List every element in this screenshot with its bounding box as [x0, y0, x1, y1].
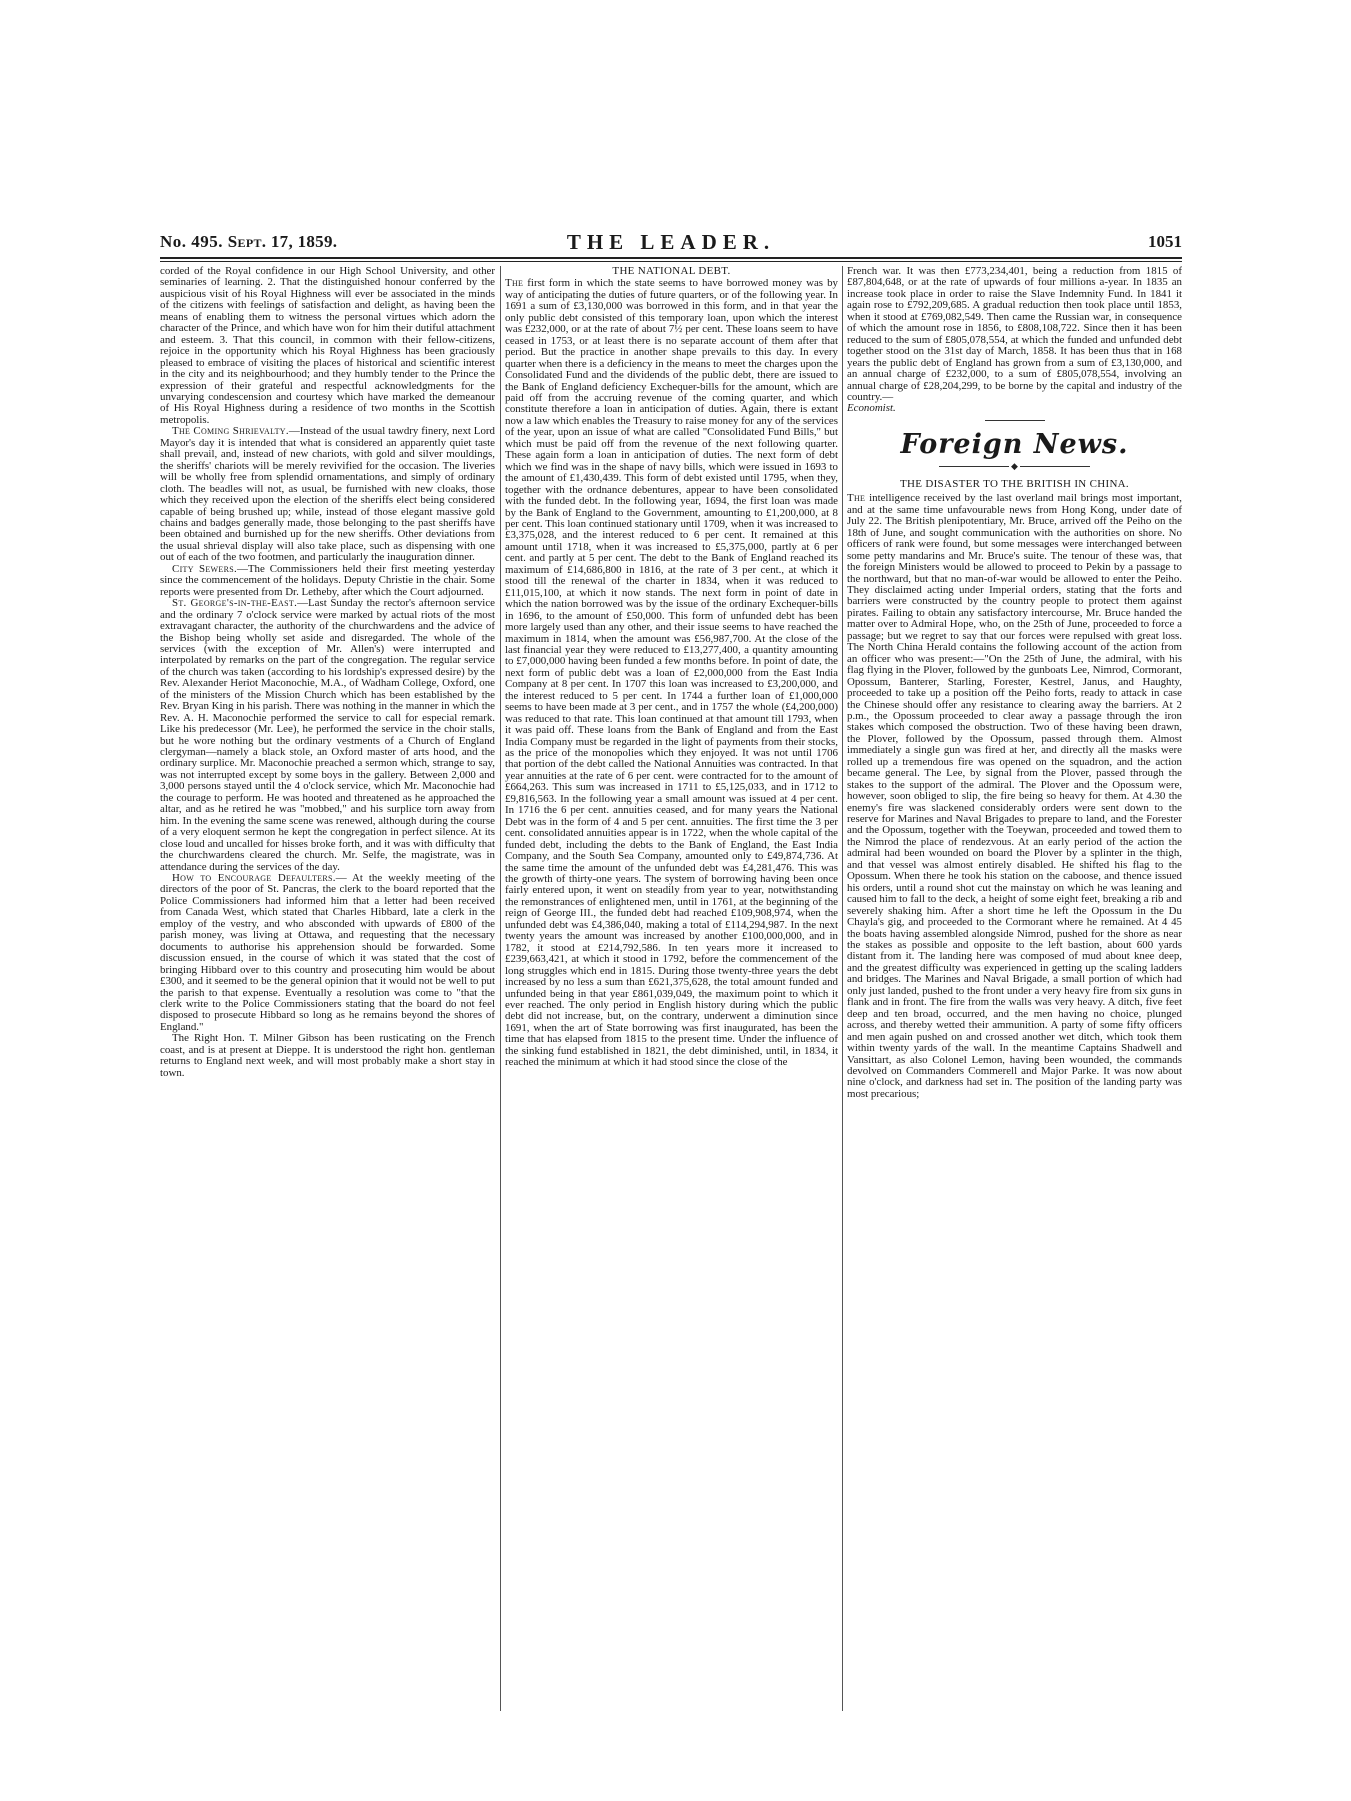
paragraph-body: —The Commissioners held their first meeting yesterday since the commencement of the holidays. Deputy Christie in the chair. Some reports were presented from Dr. Letheby, after which the Court adjourned.: [160, 562, 495, 598]
article-paragraph: [847, 493, 1182, 1100]
paragraph-body: intelligence received by the last overland mail brings most important, and at the same time unfavourable news from Hong Kong, under date of July 22. The British plenipotentiary, Mr. Bruce, arrived off the Peiho on the 18th of June, and sought communication with the authorities on shore. No officers of rank were found, but some messages were interchanged between some petty mandarins and Mr. Bruce's suite. The tenour of these was, that the foreign Ministers would be allowed to proceed to Pekin by a passage to the northward, but that no man-of-war would be allowed to enter the Peiho. They disclaimed acting under Imperial orders, stating that the forts and barriers were constructed by the country people to protect them against pirates. Failing to obtain any satisfactory intercourse, Mr. Bruce handed the matter over to Admiral Hope, who, on the 25th of June, proceeded to force a passage; but we regret to say that our forces were repulsed with great loss. The North China Herald contains the following account of the action from an officer who was present:—"On the 25th of June, the admiral, with his flag flying in the Plover, followed by the gunboats Lee, Nimrod, Cormorant, Opossum, Banterer, Starling, Forester, Kestrel, Janus, and Haughty, proceeded to take up a position off the Peiho forts, ready to attack in case the Chinese should offer any resistance to clearing away the barriers. At 2 p.m., the Opossum proceeded to clear away a passage through the iron stakes which composed the obstruction. Two of these having been drawn, the Plover, followed by the Opossum, passed through them. Almost immediately a single gun was fired at her, and directly all the masks were rolled up a tremendous fire was opened on the squadron, and the action became general. The Lee, by signal from the Plover, passed through the stakes to the support of the admiral. The Plover and the Opossum were, however, soon obliged to slip, the fire being so heavy for them. At 4.30 the enemy's fire was slackened considerably orders were sent down to the reserve for Marines and Naval Brigades to prepare to land, and the Forester and the Opossum, together with the Toeywan, proceeded and towed them to the Nimrod the place of rendezvous. At an early period of the action the admiral had been wounded on board the Plover by a splinter in the thigh, and that vessel was almost entirely disabled. He shifted his flag to the Opossum. When there he took his station on the caboose, and thence issued his orders, until a round shot cut the mainstay on which he was leaning and caused him to fall to the deck, a height of some eight feet, breaking a rib and severely shaking him. After a short time he left the Opossum in the Du Chayla's gig, and proceeded to the Cormorant where he remained. At 4 45 the boats having assembled alongside Nimrod, pushed for the shore as near the stakes as possible and opposite to the left bastion, about 600 yards distant from it. The landing here was composed of mud about knee deep, and the greatest difficulty was experienced in getting up the scaling ladders and bridges. The Marines and Naval Brigade, a small portion of which had only just landed, pushed to the front under a very heavy fire from six guns in flank and in front. The fire from the walls was very heavy. A ditch, five feet deep and ten broad, occurred, and the men having no choice, plunged across, and thereby wetted their ammunition. A party of some fifty officers and men again pushed on and crossed another wet ditch, which took them within twenty yards of the wall. In the meantime Captains Shadwell and Vansittart, as also Colonel Lemon, having been wounded, the commands devolved on Commanders Commerell and Major Parke. It was now about nine o'clock, and darkness had set in. The position of the landing party was most precarious;: [847, 492, 1182, 1100]
masthead: [160, 232, 1182, 254]
header-rule: [160, 257, 1182, 259]
article-paragraph: French war. It was then £773,234,401, being a reduction from 1815 of £87,804,648, or at the rate of upwards of four millions a-year. In 1835 an increase took place in order to raise the Slave Indemnity Fund. In 1841 it again rose to £792,209,685. A gradual reduction then took place until 1853, when it stood at £769,082,549. Then came the Russian war, in consequence of which the amount rose in 1856, to £808,108,722. Since then it has been reduced to the sum of £805,078,554, at which the funded and unfunded debt together stood on the 31st day of March, 1858. It has been thus that in 168 years the public debt of England has grown from a sum of £3,130,000, and an annual charge of £232,000, to a sum of £805,078,554, involving an annual charge of £28,204,299, to be borne by the capital and industry of the country.—: [847, 266, 1182, 403]
paragraph-lead: The: [505, 277, 524, 290]
issue-number: No. 495.: [160, 232, 224, 251]
section-divider: [985, 420, 1045, 421]
issue-date: Sept. 17, 1859.: [227, 232, 338, 251]
article-paragraph: The Right Hon. T. Milner Gibson has been rusticating on the French coast, and is at present at Dieppe. It is understood the right hon. gentleman returns to England next week, and will most probably make a short stay in town.: [160, 1032, 495, 1079]
paragraph-lead: The: [847, 492, 866, 505]
column-divider: [842, 266, 843, 1711]
paragraph-body: — At the weekly meeting of the directors of the poor of St. Pancras, the clerk to the board reported that the Police Commissioners had informed him that a letter had been received from Canada West, which stated that Charles Hibbard, late a clerk in the employ of the vestry, and who absconded with upwards of £800 of the parish money, was living at Ottawa, and requesting that the necessary documents to authorise his apprehension should be forwarded. Some discussion ensued, in the course of which it was stated that the cost of bringing Hibbard over to this country and prosecuting him would be about £300, and it seemed to be the general opinion that it would not be well to put the parish to that expense. Eventually a resolution was come to "that the clerk write to the Police Commissioners stating that the board do not feel disposed to prosecute Hibbard so long as he remains beyond the shores of England.": [160, 872, 495, 1033]
newspaper-title: THE LEADER.: [566, 230, 776, 254]
article-heading-china-disaster: THE DISASTER TO THE BRITISH IN CHINA.: [900, 478, 1129, 491]
article-paragraph: [505, 278, 838, 1068]
paragraph-lead: St. George's-in-the-East.: [172, 597, 298, 610]
article-paragraph: corded of the Royal confidence in our High School University, and other seminaries of learning. 2. That the distinguished honour conferred by the auspicious visit of his Royal Highness will ever be associated in the minds of the citizens with feelings of satisfaction and delight, as having been the means of enabling them to witness the personal virtues which adorn the character of the Prince, and which have won for him their dutiful attachment and esteem. 3. That this council, in common with their fellow-citizens, rejoice in the opportunity which his Royal Highness has been graciously pleased to embrace of visiting the places of historical and scientific interest in the city and its neighbourhood; and they humbly tender to the Prince the expression of their grateful and respectful acknowledgments for the unvarying condescension and courtesy which have marked the demeanour of His Royal Highness during a residence of two months in the Scottish metropolis.: [160, 266, 495, 426]
article-paragraph: [160, 598, 495, 873]
section-heading-foreign-news: Foreign News.: [900, 428, 1129, 460]
paragraph-body: —Last Sunday the rector's afternoon service and the ordinary 7 o'clock service were marked by actual riots of the most extravagant character, the authority of the churchwardens and the advice of the Bishop being wholly set aside and disregarded. The whole of the services (with the exception of Mr. Allen's) were interrupted and interpolated by remarks on the part of the congregation. The regular service of the church was taken (according to his lordship's expressed desire) by the Rev. Alexander Heriot Maconochie, M.A., of Wadham College, Oxford, one of the ministers of the Mission Church which has been established by the Rev. Bryan King in his parish. There was nothing in the manner in which the Rev. A. H. Maconochie performed the service to call for especial remark. Like his predecessor (Mr. Lee), he performed the service in the choir stalls, but he wore nothing but the ordinary vestments of a Church of England clergyman—namely a black stole, an Oxford master of arts hood, and the ordinary surplice. Mr. Maconochie preached a sermon which, strange to say, was not interrupted except by some boys in the gallery. Between 2,000 and 3,000 persons stayed until the 4 o'clock service, which Mr. Maconochie had the courage to perform. He was hooted and threatened as he approached the altar, and as he retired he was "mobbed," and his surplice torn away from him. In the evening the same scene was renewed, although during the course of a very eloquent sermon he kept the congregation in perfect silence. At its close loud and uncalled for hisses broke forth, and it was with difficulty that the churchwardens cleared the church. Mr. Selfe, the magistrate, was in attendance during the services of the day.: [160, 597, 495, 873]
paragraph-body: first form in which the state seems to have borrowed money was by way of anticipating the duties of future quarters, or of the following year. In 1691 a sum of £3,130,000 was borrowed in this form, and in that year the only public debt consisted of this temporary loan, upon which the interest was £232,000, or at the rate of about 7½ per cent. These loans seem to have ceased in 1753, or at least there is no separate account of them after that period. But the practice in another shape prevails to this day. In every quarter when there is a deficiency in the means to meet the charges upon the Consolidated Fund and the dividends of the public debt, there are issued to the Bank of England deficiency Exchequer-bills for the amount, which are paid off from the accruing revenue of the coming quarter, and which constitute therefore a loan in anticipation of duties. Again, there is extant now a law which enables the Treasury to raise money for any of the services of the year, upon an issue of what are called "Consolidated Fund Bills," but which must be paid off from the revenue of the next following quarter. These again form a loan in anticipation of duties. The next form of debt which we find was in the shape of navy bills, which were issued in 1693 to the amount of £1,430,439. This form of debt existed until 1795, when they, together with the ordnance debentures, appear to have been consolidated with the funded debt. In the following year, 1694, the first loan was made by the Bank of England to the Government, amounting to £1,200,000, at 8 per cent. This loan continued stationary until 1709, when it was increased to £3,375,028, and the interest reduced to 6 per cent. It remained at this amount until 1718, when it was increased to £5,375,000, partly at 6 per cent. and partly at 5 per cent. The debt to the Bank of England reached its maximum of £14,686,800 in 1816, at the rate of 3 per cent., at which it stood till the renewal of the charter in 1834, when it was reduced to £11,015,100, at which it now stands. The next form in point of date in which the nation borrowed was by the issue of the ordinary Exchequer-bills in 1696, to the amount of £50,000. This form of unfunded debt has been more largely used than any other, and their issue seems to have reached the maximum in 1814, when the amount was £56,987,700. At the close of the last financial year they were reduced to £13,277,400, a quantity amounting to £7,000,000 having been funded a few months before. In point of date, the next form of public debt was a loan of £2,000,000 from the East India Company at 8 per cent. In 1707 this loan was increased to £3,200,000, and the interest reduced to 5 per cent. In 1744 a further loan of £1,000,000 seems to have been made at 3 per cent., and in 1757 the whole (£4,200,000) was reduced to that rate. This loan continued at that amount till 1793, when it was paid off. These loans from the Bank of England and from the East India Company must be regarded in the light of payments from their stocks, as the price of the monopolies which they enjoyed. It was not until 1706 that portion of the debt called the National Annuities was contracted. In that year annuities at the rate of 6 per cent. were contracted for to the amount of £664,263. This sum was increased in 1711 to £5,125,033, and in 1712 to £9,816,563. In the following year a small amount was issued at 4 per cent. In 1716 the 6 per cent. annuities ceased, and for many years the National Debt was in the form of 4 and 5 per cent. annuities. The first time the 3 per cent. consolidated annuities appear is in 1722, when the whole capital of the funded debt, including the debts to the Bank of England, the East India Company, and the South Sea Company, amounted only to £49,874,736. At the same time the amount of the unfunded debt was £4,281,476. This was the growth of thirty-one years. The system of borrowing having been once fairly entered upon, it went on steadily from year to year, notwithstanding the remonstrances of enlightened men, until in 1761, at the beginning of the reign of George III., the funded debt had reached £109,908,974, when the unfunded debt was £4,386,040, making a total of £114,294,987. In the next twenty years the amount was increased by another £100,000,000, and in 1782, it stood at £214,792,586. In ten years more it increased to £239,663,421, at which it stood in 1792, before the commencement of the long struggles which end in 1815. During those twenty-three years the debt increased by no less a sum than £621,375,628, the total amount funded and unfunded being in that year £861,039,049, the maximum point to which it ever reached. The only period in English history during which the public debt did not increase, but, on the contrary, underwent a diminution since 1691, when the art of State borrowing was first inaugurated, has been the time that has elapsed from 1815 to the present time. Under the influence of the sinking fund established in 1821, the debt diminished, until, in 1834, it reached the minimum at which it had stood since the close of the: [505, 277, 838, 1069]
article-source: Economist.: [847, 402, 896, 415]
article-paragraph: [160, 873, 495, 1033]
paragraph-body: —Instead of the usual tawdry finery, next Lord Mayor's day it is intended that what is considered an apparently quiet taste shall prevail, and, instead of new chariots, with gold and silver mouldings, the sheriffs' chariots will be merely revivified for the occasion. The liveries will be wholly free from splendid ornamentations, and simply of ordinary cloth. The beadles will not, as usual, be furnished with new cloaks, those which they received upon the election of the sheriffs elect being considered capable of being brushed up; while, instead of those elegant massive gold chains and badges generally made, those belonging to the past sheriffs have been obtained and burnished up for the new sheriffs. Other deviations from the usual shrieval display will also take place, such as dispensing with one out of each of the two footmen, and particularly the inauguration dinner.: [160, 425, 495, 564]
column-2: [505, 266, 838, 1711]
paragraph-lead: City Sewers.: [172, 562, 237, 575]
article-paragraph: [160, 564, 495, 598]
paragraph-lead: The Coming Shrievalty.: [172, 425, 289, 438]
column-3: [847, 266, 1182, 1711]
column-divider: [500, 266, 501, 1711]
ornament-divider: ◆: [847, 461, 1182, 472]
page-number: 1051: [1148, 232, 1182, 251]
header-rule-thin: [160, 261, 1182, 262]
column-1: [160, 266, 495, 1711]
paragraph-lead: How to Encourage Defaulters.: [172, 872, 336, 885]
article-paragraph: [160, 426, 495, 563]
article-heading-national-debt: THE NATIONAL DEBT.: [612, 266, 731, 277]
